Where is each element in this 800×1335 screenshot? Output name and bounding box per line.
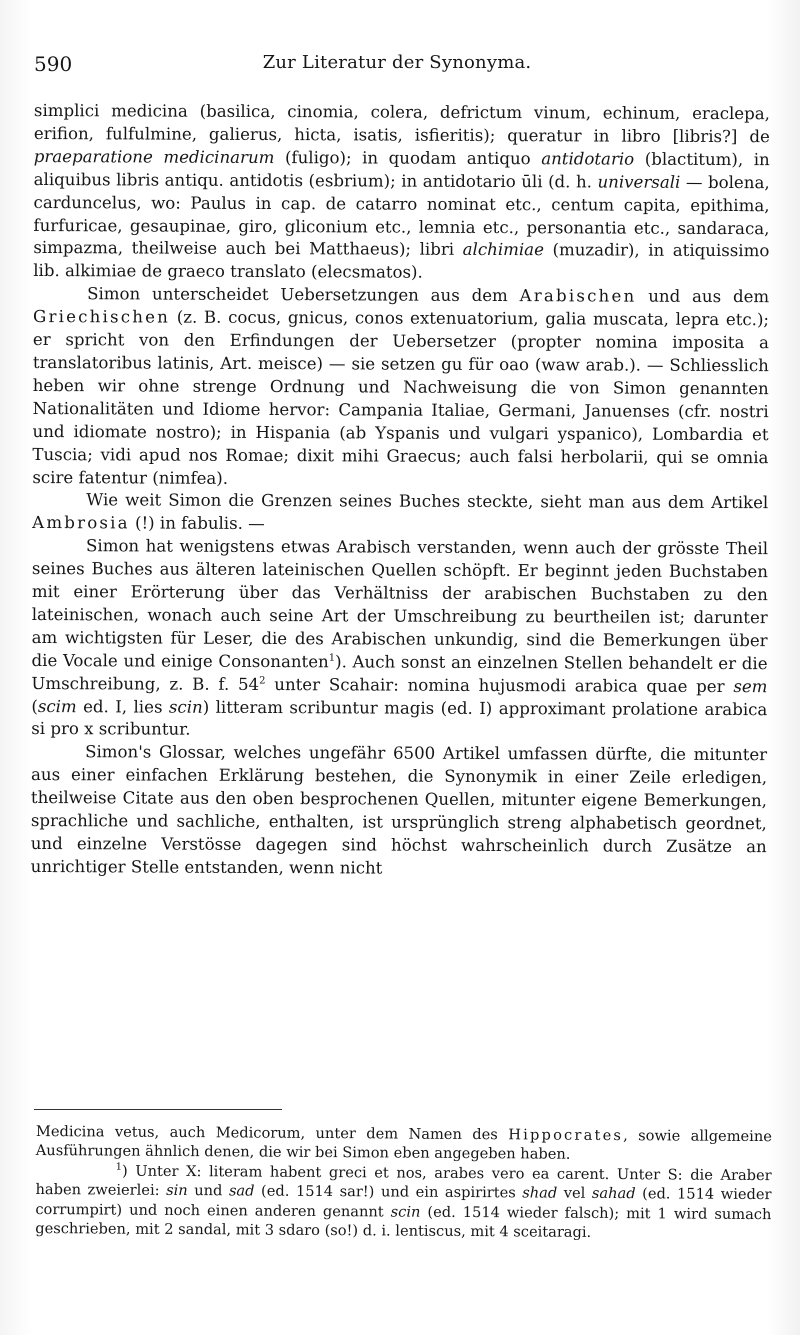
italic-term: universali bbox=[597, 172, 681, 192]
text-run: ed. I, lies bbox=[76, 696, 169, 717]
italic-term: praeparatione medicinarum bbox=[33, 146, 275, 167]
text-run: simplici medicina (basilica, cinomia, colera, defrictum vinum, echinum, eraclepa, erifion, fulfulmine, galierus, hicta, isatis, isfieritis); queratur in libro [libris?] de bbox=[33, 100, 770, 147]
running-title: Zur Literatur der Synonyma. bbox=[262, 52, 532, 73]
footnotes bbox=[35, 1122, 772, 1244]
text-run: — bolena, carduncelus, wo: Paulus in cap. de catarro nominat etc., centum capita, epithima, furfuricae, gesaupinae, giro, gliconium etc., lemnia etc., personantia etc., sandaraca, simpazma, theilweise auch bei Matthaeus); libri bbox=[33, 172, 770, 260]
text-run: ) litteram scribuntur magis (ed. I) approximant prolatione arabica si pro x scribuntur. bbox=[31, 697, 768, 740]
text-run: (muzadir), in atiquissimo lib. alkimiae de graeco translato (elecsmatos). bbox=[33, 240, 770, 283]
text-run: , sowie allgemeine Ausführungen ähnlich denen, die wir bei Simon eben angegeben haben. bbox=[35, 1127, 772, 1164]
text-run: und aus dem bbox=[636, 286, 770, 307]
main-text bbox=[31, 100, 770, 882]
text-run: (ed. 1514 sar!) und ein aspirirtes bbox=[254, 1182, 523, 1202]
text-run: ) Unter X: literam habent greci et nos, arabes vero ea carent. Unter S: die Araber haben zweierlei: bbox=[35, 1162, 772, 1200]
text-run: Wie weit Simon die Grenzen seines Buches steckte, sieht man aus dem Artikel bbox=[86, 490, 769, 513]
text-run: vel bbox=[557, 1184, 593, 1203]
text-run: (!) in fabulis. — bbox=[129, 513, 265, 534]
paragraph-continuation bbox=[33, 100, 770, 286]
text-run: (blactitum), in aliquibus libris antiqu. antidotis (esbrium); in antidotario ūli (d. h. bbox=[33, 149, 770, 192]
spaced-term: Ambrosia bbox=[32, 513, 130, 533]
italic-term: sad bbox=[228, 1182, 255, 1200]
footnote-marker: 1 bbox=[328, 652, 336, 664]
italic-term: sin bbox=[166, 1182, 188, 1200]
italic-term: shad bbox=[522, 1184, 558, 1202]
text-run: ( bbox=[31, 696, 38, 716]
text-run: (z. B. cocus, gnicus, conos extenuatorium, galia muscata, lepra etc.); er spricht von den Erfindungen der Uebersetzer (propter nomina imposita a translatoribus latinis, Art. meisce) — sie setzen gu für oao (waw arab.). — Schliesslich heben wir ohne strenge Ordnung und Nachweisung die von Simon genannten Nationalitäten und Idiome hervor: Campania Italiae, Germani, Januenses (cfr. nostri und idiomate nostro); in Hispania (ab Yspanis und vulgari yspanico), Lombardia et Tuscia; vidi apud nos Romae; dixit mihi Graecus; auch falsi herbolarii, qui se omnia scire fatentur (nimfea). bbox=[32, 307, 770, 488]
text-run: ). Auch sonst an einzelnen Stellen behandelt er die Umschreibung, z. B. f. 54 bbox=[31, 652, 768, 694]
italic-term: scim bbox=[37, 696, 77, 716]
italic-term: scin bbox=[168, 697, 203, 717]
footnote-1 bbox=[35, 1161, 772, 1244]
footnote-marker: 1 bbox=[115, 1161, 123, 1173]
text-run: (ed. 1514 wieder falsch); mit 1 wird sumach geschrieben, mit 2 sandal, mit 3 sdaro (so!) d. i. lentiscus, mit 4 sceitaragi. bbox=[35, 1203, 772, 1241]
paragraph-arabic-knowledge bbox=[31, 535, 768, 744]
text-run: und bbox=[187, 1182, 230, 1200]
italic-term: sem bbox=[733, 676, 768, 696]
italic-term: scin bbox=[390, 1203, 421, 1221]
footnote-marker: 2 bbox=[259, 675, 266, 687]
text-run: Simon unterscheidet Uebersetzungen aus dem bbox=[87, 284, 520, 306]
footnote-continuation bbox=[36, 1122, 772, 1166]
text-run: Medicina vetus, auch Medicorum, unter dem Namen des bbox=[35, 1123, 509, 1144]
text-run: Simon hat wenigstens etwas Arabisch verstanden, wenn auch der grösste Theil seines Buches aus älteren lateinischen Quellen schöpft. Er beginnt jeden Buchstaben mit einer Erörterung über das Verhältniss der arabischen Buchstaben zu den lateinischen, wonach auch seine Art der Umschreibung zu beurtheilen ist; darunter am wichtigsten für Leser, die des Arabischen unkundig, sind die Bemerkungen über die Vocale und einige Consonanten bbox=[31, 536, 769, 672]
paragraph-glossary bbox=[31, 741, 768, 882]
footnote-rule bbox=[34, 1109, 282, 1110]
italic-term: sahad bbox=[591, 1185, 636, 1203]
spaced-term: Arabischen bbox=[519, 286, 637, 306]
spaced-term: Griechischen bbox=[33, 307, 171, 327]
paragraph-ambrosia bbox=[32, 489, 768, 538]
page-number: 590 bbox=[34, 52, 73, 76]
text-run: Simon's Glossar, welches ungefähr 6500 Artikel umfassen dürfte, die mitunter aus einer einfachen Erklärung bestehen, die Synonymik in einer Zeile erledigen, theilweise Citate aus den oben besprochenen Quellen, mitunter eigene Bemerkungen, sprachliche und sachliche, enthalten, ist ursprünglich streng alphabetisch geordnet, und einzelne Verstösse dagegen sind höchst wahrscheinlich durch Zusätze an unrichtiger Stelle entstanden, wenn nicht bbox=[30, 742, 768, 878]
text-run: unter Scahair: nomina hujusmodi arabica quae per bbox=[265, 674, 734, 696]
italic-term: antidotario bbox=[541, 149, 635, 169]
text-run: (ed. 1514 wieder corrumpirt) und noch einen anderen genannt bbox=[35, 1185, 772, 1221]
page-header bbox=[34, 52, 760, 82]
spaced-term: Hippocrates bbox=[508, 1126, 624, 1145]
text-run: (fuligo); in quodam antiquo bbox=[274, 147, 542, 169]
paragraph-translations bbox=[32, 283, 769, 492]
italic-term: alchimiae bbox=[462, 240, 544, 260]
